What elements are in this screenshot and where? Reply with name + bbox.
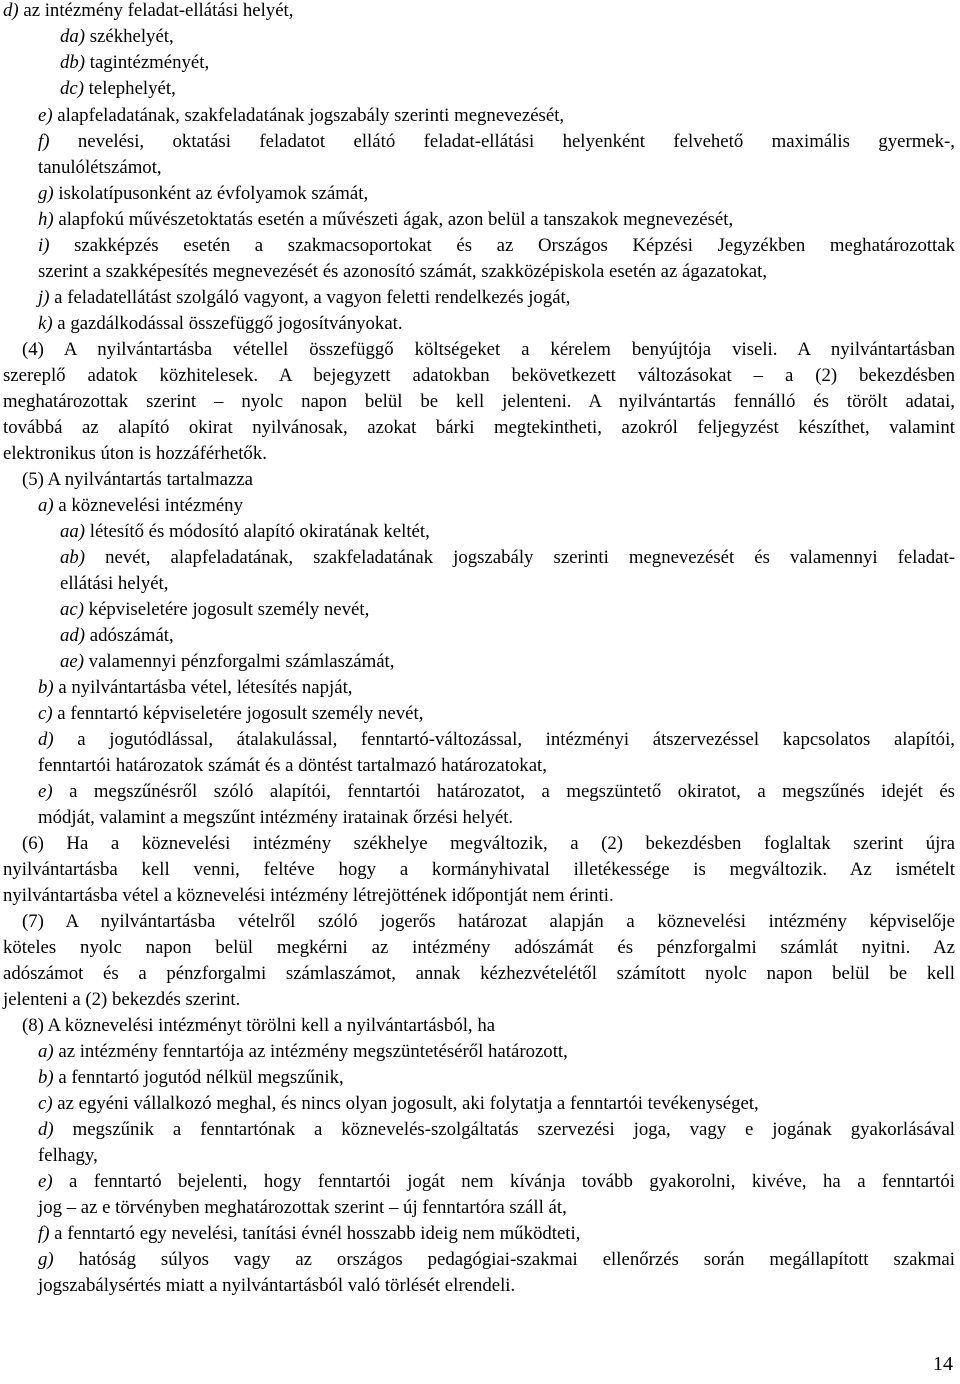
- item-label: b): [38, 677, 54, 698]
- text-line: [38, 181, 955, 208]
- text-line: [60, 76, 955, 103]
- line-text: a fenntartó képviseletére jogosult személy nevét,: [52, 703, 424, 724]
- item-label: g): [38, 183, 54, 204]
- line-content: [22, 469, 253, 490]
- item-label: ab): [60, 547, 86, 568]
- text-line: [60, 597, 955, 624]
- item-label: d): [3, 0, 19, 21]
- item-label: da): [60, 26, 86, 47]
- line-content: [38, 261, 767, 282]
- line-content: [22, 909, 955, 936]
- line-content: [38, 727, 955, 754]
- line-content: [38, 1223, 580, 1244]
- line-text: (4) A nyilvántartásba vétellel összefüggő költségeket a kérelem benyújtója viseli. A nyilvántartásban: [22, 339, 955, 360]
- text-line: [38, 103, 955, 130]
- item-label: c): [38, 703, 53, 724]
- page-number: 14: [933, 1353, 953, 1375]
- text-line: [38, 675, 955, 702]
- line-text: a köznevelési intézmény: [53, 495, 243, 516]
- text-line: [38, 1065, 955, 1092]
- item-label: dc): [60, 78, 84, 99]
- line-content: [3, 363, 955, 390]
- line-text: iskolatípusonként az évfolyamok számát,: [53, 183, 369, 204]
- text-line: [38, 129, 955, 156]
- line-text: tanulólétszámot,: [38, 157, 162, 178]
- line-content: [38, 313, 403, 334]
- line-content: [38, 495, 243, 516]
- line-text: (5) A nyilvántartás tartalmazza: [22, 469, 254, 490]
- item-label: a): [38, 1041, 54, 1062]
- line-content: [60, 545, 955, 572]
- line-content: [38, 1197, 567, 1218]
- line-content: [60, 599, 369, 620]
- line-content: [38, 1169, 955, 1196]
- text-line: [22, 467, 955, 494]
- line-text: továbbá az alapító okirat nyilvánosak, azokat bárki megtekintheti, azokról feljegyzést készíthet, valamint: [3, 417, 955, 438]
- text-line: [60, 519, 955, 546]
- text-line: [60, 24, 955, 51]
- text-line: [38, 155, 955, 182]
- line-text: alapfeladatának, szakfeladatának jogszabály szerinti megnevezését,: [52, 105, 565, 126]
- line-content: [60, 573, 168, 594]
- line-content: [22, 831, 955, 858]
- line-content: [38, 183, 368, 204]
- line-content: [38, 1247, 955, 1274]
- item-label: ac): [60, 599, 84, 620]
- text-line: [22, 337, 955, 364]
- line-text: adószámát,: [85, 625, 174, 646]
- line-text: (8) A köznevelési intézményt törölni kell a nyilvántartásból, ha: [22, 1015, 496, 1036]
- item-label: c): [38, 1093, 53, 1114]
- text-line: [22, 1013, 955, 1040]
- line-content: [3, 443, 267, 464]
- item-label: b): [38, 1067, 54, 1088]
- line-content: [38, 129, 955, 156]
- line-content: [38, 209, 733, 230]
- line-text: nevelési, oktatási feladatot ellátó feladat-ellátási helyenként felvehető maximális gyermek-,: [49, 131, 955, 152]
- line-content: [38, 157, 162, 178]
- item-label: f): [38, 1223, 50, 1244]
- line-content: [60, 651, 394, 672]
- line-content: [38, 233, 955, 260]
- line-text: a megszűnésről szóló alapítói, fenntartói határozatot, a megszüntető okiratot, a megszűnés idejét és: [52, 781, 955, 802]
- line-content: [60, 26, 174, 47]
- line-content: [3, 389, 955, 416]
- item-label: e): [38, 105, 53, 126]
- line-content: [60, 521, 430, 542]
- line-text: (6) Ha a köznevelési intézmény székhelye megváltozik, a (2) bekezdésben foglaltak szerint újra: [22, 833, 955, 854]
- text-line: [38, 311, 955, 338]
- text-line: [38, 1247, 955, 1274]
- line-text: székhelyét,: [85, 26, 174, 47]
- text-line: [38, 1117, 955, 1144]
- text-line: [38, 727, 955, 754]
- line-text: tagintézményét,: [85, 52, 210, 73]
- text-line: [60, 50, 955, 77]
- line-content: [38, 1067, 344, 1088]
- line-content: [3, 415, 955, 442]
- item-label: k): [38, 313, 53, 334]
- text-line: [3, 441, 955, 468]
- text-line: [3, 389, 955, 416]
- line-text: telephelyét,: [83, 78, 176, 99]
- text-line: [38, 1091, 955, 1118]
- text-line: [3, 415, 955, 442]
- line-content: [22, 1015, 495, 1036]
- item-label: h): [38, 209, 54, 230]
- line-text: köteles nyolc napon belül megkérni az intézmény adószámát és pénzforgalmi számlát nyitni. Az: [3, 937, 955, 958]
- text-line: [38, 259, 955, 286]
- text-line: [22, 909, 955, 936]
- text-line: [3, 883, 955, 910]
- line-content: [38, 807, 513, 828]
- line-content: [3, 935, 955, 962]
- line-content: [38, 287, 570, 308]
- line-content: [38, 1275, 515, 1296]
- line-text: a fenntartó bejelenti, hogy fenntartói jogát nem kívánja tovább gyakorolni, kivéve, ha a fenntartói: [52, 1171, 955, 1192]
- item-label: a): [38, 495, 54, 516]
- text-line: [38, 1221, 955, 1248]
- line-text: hatóság súlyos vagy az országos pedagógiai-szakmai ellenőrzés során megállapított szakmai: [53, 1249, 955, 1270]
- text-line: [38, 779, 955, 806]
- text-line: [3, 363, 955, 390]
- line-content: [60, 78, 176, 99]
- line-text: az intézmény feladat-ellátási helyét,: [18, 0, 294, 21]
- line-content: [3, 885, 614, 906]
- item-label: i): [38, 235, 50, 256]
- line-text: módját, valamint a megszűnt intézmény iratainak őrzési helyét.: [38, 807, 514, 828]
- item-label: f): [38, 131, 50, 152]
- line-content: [38, 1041, 568, 1062]
- text-line: [38, 285, 955, 312]
- line-text: (7) A nyilvántartásba vételről szóló jogerős határozat alapján a köznevelési intézmény képviselője: [22, 911, 955, 932]
- line-text: a jogutódlással, átalakulással, fenntartó-változással, intézményi átszervezéssel kapcsolatos alapítói,: [53, 729, 955, 750]
- text-line: [38, 1039, 955, 1066]
- line-text: adószámot és a pénzforgalmi számlaszámot, annak kézhezvételétől számított nyolc napon belül be kell: [3, 963, 955, 984]
- line-content: [60, 625, 174, 646]
- text-line: [38, 1195, 955, 1222]
- line-text: szereplő adatok közhitelesek. A bejegyzett adatokban bekövetkezett változásokat – a (2) bekezdésben: [3, 365, 955, 386]
- line-content: [38, 779, 955, 806]
- line-content: [38, 1145, 98, 1166]
- text-line: [38, 207, 955, 234]
- line-content: [38, 105, 564, 126]
- line-content: [38, 677, 352, 698]
- item-label: ae): [60, 651, 84, 672]
- line-content: [3, 857, 955, 884]
- line-text: alapfokú művészetoktatás esetén a művészeti ágak, azon belül a tanszakok megnevezését,: [53, 209, 734, 230]
- text-line: [38, 753, 955, 780]
- item-label: j): [38, 287, 50, 308]
- line-text: a fenntartó egy nevelési, tanítási évnél hosszabb ideig nem működteti,: [49, 1223, 581, 1244]
- text-line: [3, 935, 955, 962]
- text-line: [60, 545, 955, 572]
- text-line: [60, 571, 955, 598]
- line-text: nyilvántartásba vétel a köznevelési intézmény létrejöttének időpontját nem érinti.: [3, 885, 614, 906]
- line-text: szakképzés esetén a szakmacsoportokat és az Országos Képzési Jegyzékben meghatározottak: [49, 235, 955, 256]
- text-line: [38, 1143, 955, 1170]
- text-line: [60, 623, 955, 650]
- line-text: a feladatellátást szolgáló vagyont, a vagyon feletti rendelkezés jogát,: [49, 287, 571, 308]
- line-text: nevét, alapfeladatának, szakfeladatának jogszabály szerinti megnevezését és valamennyi feladat-: [85, 547, 955, 568]
- line-content: [38, 1093, 759, 1114]
- line-text: nyilvántartásba kell venni, feltéve hogy a kormányhivatal illetékessége is megváltozik. Az ismételt: [3, 859, 955, 880]
- line-text: az egyéni vállalkozó meghal, és nincs olyan jogosult, aki folytatja a fenntartói tevékenységet,: [52, 1093, 759, 1114]
- text-line: [38, 701, 955, 728]
- item-label: aa): [60, 521, 86, 542]
- line-text: a gazdálkodással összefüggő jogosítványokat.: [52, 313, 403, 334]
- text-line: [3, 857, 955, 884]
- line-content: [3, 0, 293, 21]
- line-text: jog – az e törvényben meghatározottak szerint – új fenntartóra száll át,: [38, 1197, 567, 1218]
- item-label: e): [38, 781, 53, 802]
- line-text: létesítő és módosító alapító okiratának keltét,: [85, 521, 430, 542]
- item-label: db): [60, 52, 86, 73]
- line-content: [22, 337, 955, 364]
- line-text: fenntartói határozatok számát és a döntést tartalmazó határozatokat,: [38, 755, 547, 776]
- text-line: [3, 961, 955, 988]
- text-line: [38, 1169, 955, 1196]
- text-line: [38, 805, 955, 832]
- line-text: ellátási helyét,: [60, 573, 169, 594]
- item-label: d): [38, 1119, 54, 1140]
- line-text: megszűnik a fenntartónak a köznevelés-szolgáltatás szervezési joga, vagy e jogának gyakorlásával: [53, 1119, 955, 1140]
- line-text: jelenteni a (2) bekezdés szerint.: [3, 989, 241, 1010]
- item-label: e): [38, 1171, 53, 1192]
- line-text: a nyilvántartásba vétel, létesítés napját,: [53, 677, 353, 698]
- text-line: [3, 0, 955, 25]
- line-text: valamennyi pénzforgalmi számlaszámát,: [83, 651, 395, 672]
- line-text: szerint a szakképesítés megnevezését és azonosító számát, szakközépiskola esetén az ágazatokat,: [38, 261, 768, 282]
- line-content: [3, 961, 955, 988]
- text-line: [38, 493, 955, 520]
- line-text: képviseletére jogosult személy nevét,: [83, 599, 370, 620]
- line-text: jogszabálysértés miatt a nyilvántartásból való törlését elrendeli.: [38, 1275, 516, 1296]
- item-label: d): [38, 729, 54, 750]
- text-line: [60, 649, 955, 676]
- line-text: meghatározottak szerint – nyolc napon belül be kell jelenteni. A nyilvántartás fennálló és törölt adatai,: [3, 391, 955, 412]
- line-text: az intézmény fenntartója az intézmény megszüntetéséről határozott,: [53, 1041, 568, 1062]
- line-content: [38, 755, 547, 776]
- item-label: ad): [60, 625, 86, 646]
- text-line: [22, 831, 955, 858]
- line-content: [60, 52, 209, 73]
- text-line: [38, 233, 955, 260]
- line-content: [38, 703, 423, 724]
- line-content: [3, 989, 240, 1010]
- line-text: a fenntartó jogutód nélkül megszűnik,: [53, 1067, 344, 1088]
- line-text: elektronikus úton is hozzáférhetők.: [3, 443, 267, 464]
- line-content: [38, 1117, 955, 1144]
- line-text: felhagy,: [38, 1145, 98, 1166]
- text-line: [3, 987, 955, 1014]
- text-line: [38, 1273, 955, 1300]
- item-label: g): [38, 1249, 54, 1270]
